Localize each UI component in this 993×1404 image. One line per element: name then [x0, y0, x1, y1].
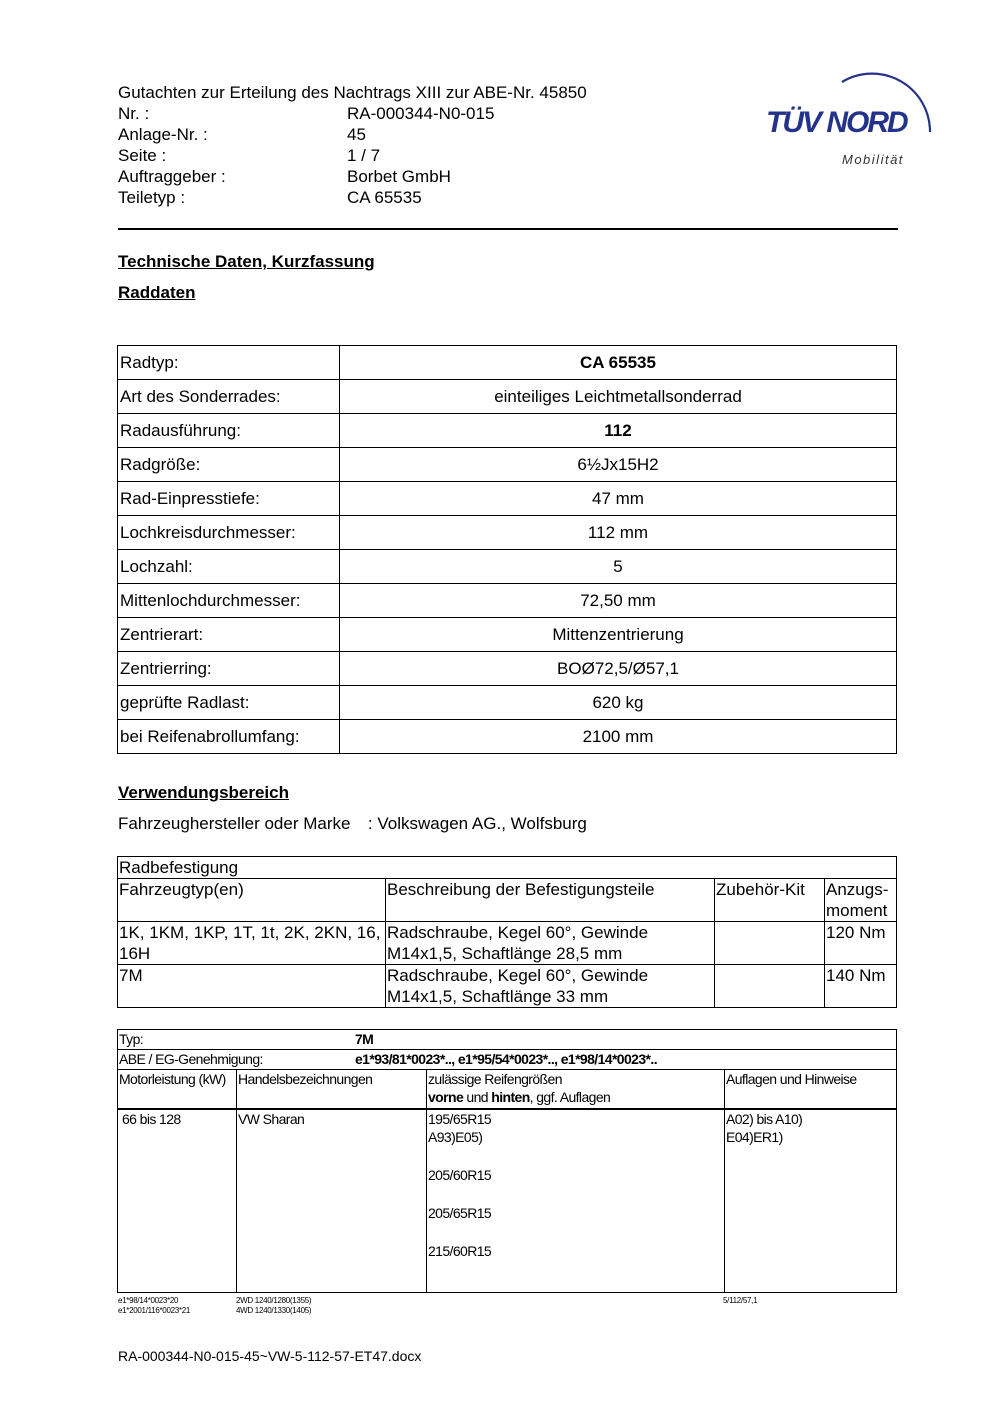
tyre-note: A93)E05): [428, 1129, 483, 1145]
header-row-seite: Seite : 1 / 7: [118, 146, 381, 165]
table-row: [118, 414, 897, 448]
table-row: [118, 346, 897, 380]
cell-reifengroessen: [427, 1109, 725, 1293]
raddaten-value: BOØ72,5/Ø57,1: [340, 652, 897, 686]
logo-brand: TÜV NORD: [766, 106, 907, 139]
radbefestigung-title-row: [118, 857, 897, 879]
raddaten-value: 5: [340, 550, 897, 584]
radbefestigung-header-row: [118, 879, 897, 922]
logo-subtitle: Mobilität: [842, 152, 904, 167]
header-auflagen: Auflagen und Hinweise: [725, 1070, 897, 1110]
raddaten-value: 72,50 mm: [340, 584, 897, 618]
table-row: [118, 965, 897, 1008]
typ-table: [117, 1029, 897, 1293]
raddaten-label: Radtyp:: [118, 346, 340, 380]
header-row-auftraggeber: Auftraggeber : Borbet GmbH: [118, 167, 451, 186]
cell-motorleistung: 66 bis 128: [118, 1109, 237, 1293]
abe-row: [118, 1050, 897, 1070]
raddaten-value: 620 kg: [340, 686, 897, 720]
table-row: [118, 618, 897, 652]
row-kit: [715, 965, 825, 1008]
row-desc: Radschraube, Kegel 60°, Gewinde M14x1,5, Schaftlänge 28,5 mm: [386, 922, 715, 965]
raddaten-label: bei Reifenabrollumfang:: [118, 720, 340, 754]
header-motorleistung: Motorleistung (kW): [118, 1070, 237, 1110]
raddaten-value: Mittenzentrierung: [340, 618, 897, 652]
table-row: [118, 584, 897, 618]
manufacturer-sep: :: [367, 814, 373, 833]
table-row: [118, 516, 897, 550]
tyre-size: 205/60R15: [428, 1167, 492, 1183]
table-row: [118, 448, 897, 482]
table-row: [118, 922, 897, 965]
cell-handelsbezeichnung: VW Sharan: [237, 1109, 427, 1293]
small-note-col1: e1*98/14*0023*20 e1*2001/116*0023*21: [118, 1296, 191, 1315]
table-row: [118, 550, 897, 584]
raddaten-value: 112 mm: [340, 516, 897, 550]
row-types: 1K, 1KM, 1KP, 1T, 1t, 2K, 2KN, 16, 16H: [118, 922, 386, 965]
raddaten-label: Zentrierart:: [118, 618, 340, 652]
row-types: 7M: [118, 965, 386, 1008]
raddaten-label: geprüfte Radlast:: [118, 686, 340, 720]
raddaten-value: einteiliges Leichtmetallsonderrad: [340, 380, 897, 414]
header-beschreibung: Beschreibung der Befestigungsteile: [386, 879, 715, 922]
section-title-raddaten: Raddaten: [118, 283, 196, 302]
section-title-tech: Technische Daten, Kurzfassung: [118, 252, 375, 271]
table-row: [118, 380, 897, 414]
header-row-teiletyp: Teiletyp : CA 65535: [118, 188, 422, 207]
table-row: [118, 482, 897, 516]
row-torque: 120 Nm: [825, 922, 897, 965]
row-kit: [715, 922, 825, 965]
raddaten-value: 47 mm: [340, 482, 897, 516]
raddaten-label: Mittenlochdurchmesser:: [118, 584, 340, 618]
raddaten-value: 2100 mm: [340, 720, 897, 754]
typ-value: 7M: [355, 1031, 374, 1047]
typ-row: [118, 1030, 897, 1050]
small-note-col4: 5/112/57,1: [723, 1296, 758, 1305]
header-fahrzeugtyp: Fahrzeugtyp(en): [118, 879, 386, 922]
raddaten-label: Zentrierring:: [118, 652, 340, 686]
radbefestigung-title: Radbefestigung: [118, 857, 897, 879]
header-handelsbezeichnungen: Handelsbezeichnungen: [237, 1070, 427, 1110]
manufacturer-line: [118, 814, 587, 834]
raddaten-value: 112: [340, 414, 897, 448]
header-row-anlage: Anlage-Nr. : 45: [118, 125, 366, 144]
header-title: Gutachten zur Erteilung des Nachtrags XIII zur ABE-Nr. 45850: [118, 83, 587, 102]
tyre-size: 215/60R15: [428, 1243, 492, 1259]
raddaten-label: Rad-Einpresstiefe:: [118, 482, 340, 516]
tyre-size: 195/65R15: [428, 1111, 492, 1127]
raddaten-table: [117, 345, 897, 754]
abe-value: e1*93/81*0023*.., e1*95/54*0023*.., e1*98/14*0023*..: [355, 1051, 657, 1067]
header-zubehoer: Zubehör-Kit: [715, 879, 825, 922]
raddaten-label: Lochzahl:: [118, 550, 340, 584]
raddaten-value: 6½Jx15H2: [340, 448, 897, 482]
section-title-verwendung: Verwendungsbereich: [118, 783, 289, 802]
document-header: [118, 82, 587, 208]
small-note-col2: 2WD 1240/1280(1355) 4WD 1240/1330(1405): [236, 1296, 312, 1315]
radbefestigung-table: [117, 856, 897, 1008]
raddaten-label: Art des Sonderrades:: [118, 380, 340, 414]
table-row: [118, 686, 897, 720]
row-desc: Radschraube, Kegel 60°, Gewinde M14x1,5, Schaftlänge 33 mm: [386, 965, 715, 1008]
cell-auflagen: A02) bis A10) E04)ER1): [725, 1109, 897, 1293]
typ-header-row: [118, 1070, 897, 1110]
table-row: [118, 652, 897, 686]
raddaten-value: CA 65535: [340, 346, 897, 380]
header-divider: [118, 228, 898, 230]
manufacturer-value: Volkswagen AG., Wolfsburg: [377, 814, 587, 833]
manufacturer-label: Fahrzeughersteller oder Marke: [118, 814, 351, 833]
footer-filename: RA-000344-N0-015-45~VW-5-112-57-ET47.docx: [118, 1348, 422, 1364]
tuv-nord-logo: [760, 56, 945, 174]
header-anzugsmoment: Anzugs-moment: [825, 879, 897, 922]
tyre-size: 205/65R15: [428, 1205, 492, 1221]
row-torque: 140 Nm: [825, 965, 897, 1008]
header-reifengroessen: zulässige Reifengrößen vorne und hinten, ggf. Auflagen: [427, 1070, 725, 1110]
table-row: [118, 720, 897, 754]
raddaten-label: Radgröße:: [118, 448, 340, 482]
abe-label: ABE / EG-Genehmigung:: [119, 1051, 263, 1067]
raddaten-label: Radausführung:: [118, 414, 340, 448]
header-row-nr: Nr. : RA-000344-N0-015: [118, 104, 495, 123]
typ-data-row: [118, 1109, 897, 1293]
raddaten-label: Lochkreisdurchmesser:: [118, 516, 340, 550]
typ-label: Typ:: [119, 1031, 144, 1047]
